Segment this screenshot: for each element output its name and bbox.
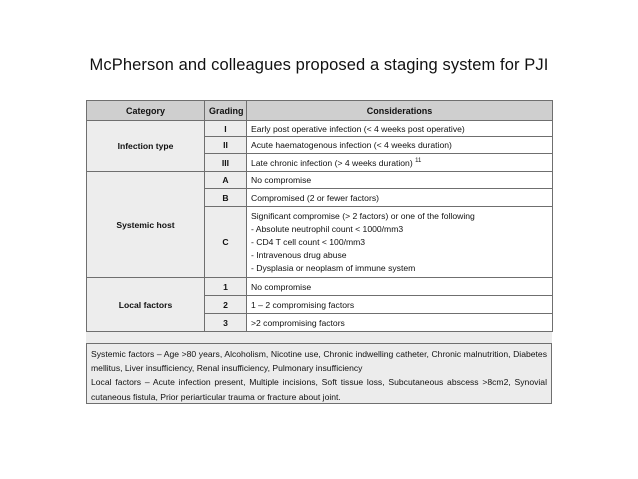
grade-cell: II [205,137,247,154]
grade-cell: I [205,121,247,137]
consideration-cell [247,154,553,172]
grade-cell: C [205,207,247,278]
staging-table [86,100,553,332]
header-grading: Grading [205,101,247,121]
consideration-line: - Absolute neutrophil count < 1000/mm3 [251,223,404,234]
footnotes-box [86,343,552,404]
consideration-cell: No compromise [247,172,553,189]
grade-cell: III [205,154,247,172]
systemic-factors-note: Systemic factors – Age >80 years, Alcoholism, Nicotine use, Chronic indwelling catheter, Chronic malnutrition, Diabetes mellitus, Liver insufficiency, Renal insufficiency, Pulmonary insufficiency [91,349,547,374]
consideration-line: - Intravenous drug abuse [251,249,347,260]
consideration-cell: 1 – 2 compromising factors [247,296,553,314]
consideration-cell: Compromised (2 or fewer factors) [247,189,553,207]
header-category: Category [87,101,205,121]
consideration-cell: >2 compromising factors [247,314,553,332]
category-cell-local-factors: Local factors [87,278,205,332]
consideration-cell: Acute haematogenous infection (< 4 weeks duration) [247,137,553,154]
slide-title: McPherson and colleagues proposed a staging system for PJI [89,56,549,74]
consideration-line: - CD4 T cell count < 100/mm3 [251,236,366,247]
grade-cell: A [205,172,247,189]
local-factors-note: Local factors – Acute infection present, Multiple incisions, Soft tissue loss, Subcutaneous abscess >8cm2, Synovial cutaneous fistula, Prior periarticular trauma or fracture about joint. [91,377,547,402]
grade-cell: 1 [205,278,247,296]
table-row [87,172,553,189]
staging-table-container [86,100,552,404]
reference-superscript: 11 [415,157,422,164]
grade-cell: B [205,189,247,207]
consideration-line: - Dysplasia or neoplasm of immune system [251,262,416,273]
consideration-text: Late chronic infection (> 4 weeks duration) [251,157,413,168]
grade-cell: 2 [205,296,247,314]
consideration-cell: Early post operative infection (< 4 weeks post operative) [247,121,553,137]
header-considerations: Considerations [247,101,553,121]
category-cell-infection-type: Infection type [87,121,205,172]
consideration-line: Significant compromise (> 2 factors) or one of the following [251,210,475,221]
grade-cell: 3 [205,314,247,332]
category-cell-systemic-host: Systemic host [87,172,205,278]
table-row [87,121,553,137]
consideration-cell-multiline [247,207,553,278]
consideration-cell: No compromise [247,278,553,296]
table-row [87,278,553,296]
